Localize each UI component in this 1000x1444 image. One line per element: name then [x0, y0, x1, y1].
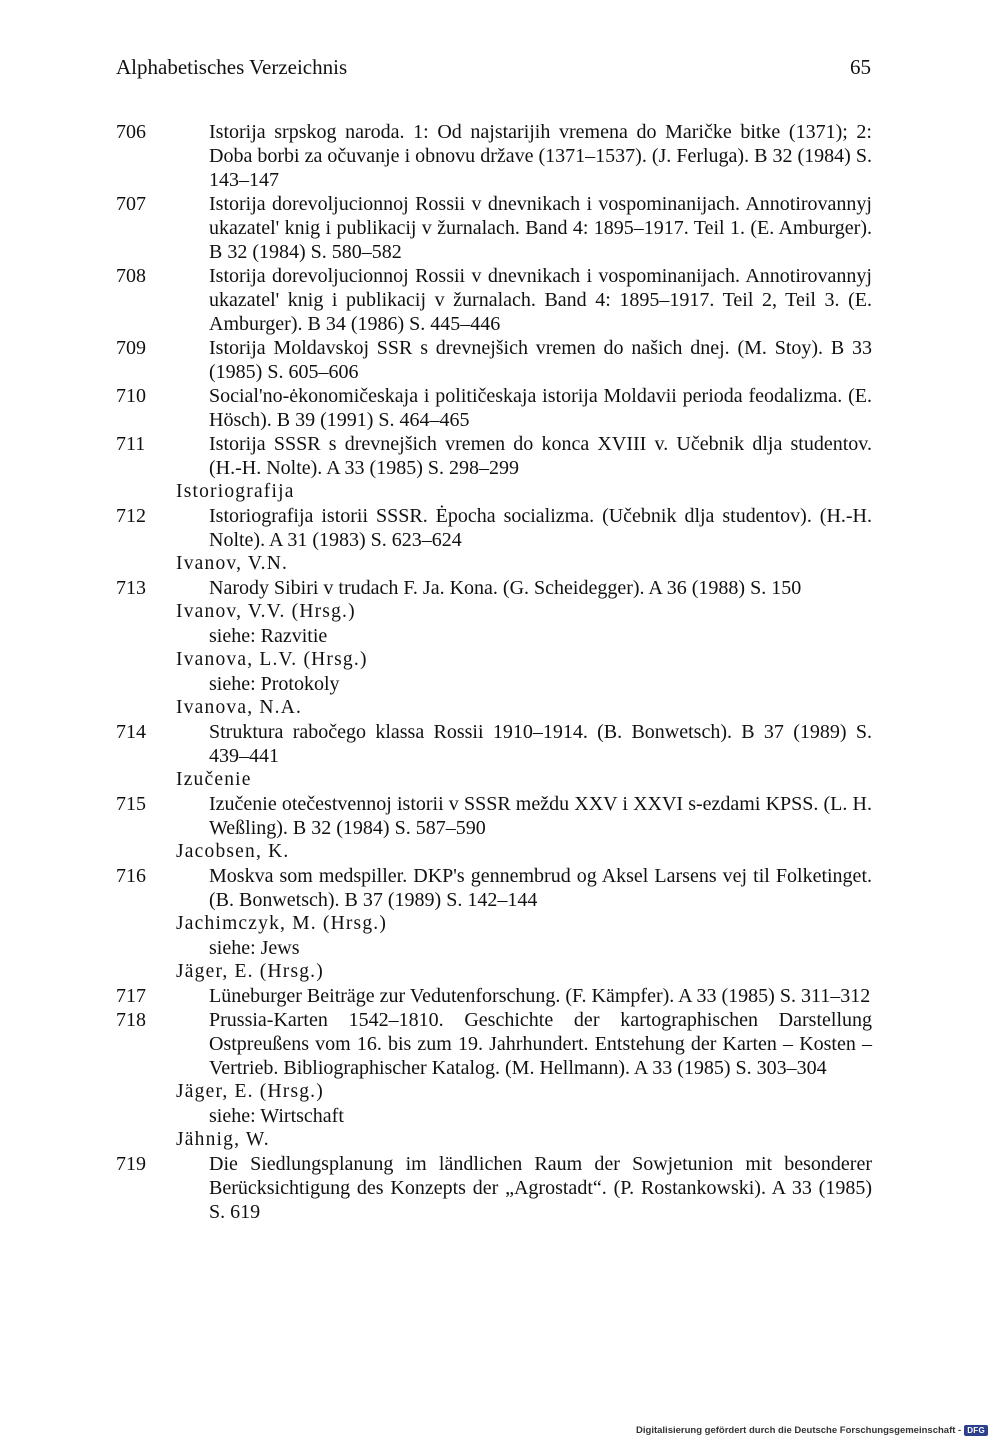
entry-number: 718: [116, 1009, 146, 1031]
entry-text: Social'no-ėkonomičeskaja i političeskaja istorija Moldavii perioda feodalizma. (E. Hösch). B 39 (1991) S. 464–465: [209, 385, 872, 431]
cross-reference: siehe: Jews: [209, 937, 300, 959]
entry-text: Die Siedlungsplanung im ländlichen Raum der Sowjetunion mit besonderer Berücksichtigung des Konzepts der „Agrostadt“. (P. Rostankowski). A 33 (1985) S. 619: [209, 1153, 872, 1223]
entry-712: [116, 504, 872, 552]
entry-719: [116, 1152, 872, 1224]
entry-711: [116, 432, 872, 480]
author-heading: Ivanov, V.V. (Hrsg.): [176, 601, 356, 622]
entry-717: [116, 984, 872, 1008]
bibliography-list: [116, 120, 872, 1224]
author-heading: Ivanova, N.A.: [176, 697, 303, 718]
entry-number: 719: [116, 1153, 146, 1175]
author-heading: Jachimczyk, M. (Hrsg.): [176, 913, 388, 934]
entry-number: 708: [116, 265, 146, 287]
cross-reference: siehe: Wirtschaft: [209, 1105, 344, 1127]
entry-718: [116, 1008, 872, 1080]
author-heading: Ivanov, V.N.: [176, 553, 289, 574]
entry-number: 713: [116, 577, 146, 599]
entry-text: Lüneburger Beiträge zur Vedutenforschung. (F. Kämpfer). A 33 (1985) S. 311–312: [209, 985, 871, 1007]
page-number: 65: [850, 55, 871, 79]
entry-number: 714: [116, 721, 146, 743]
footer-text: Digitalisierung gefördert durch die Deutsche Forschungsgemeinschaft -: [636, 1425, 962, 1436]
entry-text: Istorija Moldavskoj SSR s drevnejšich vremen do našich dnej. (M. Stoy). B 33 (1985) S. 605–606: [209, 337, 872, 383]
entry-707: [116, 192, 872, 264]
entry-number: 706: [116, 121, 146, 143]
entry-text: Istorija srpskog naroda. 1: Od najstarijih vremena do Maričke bitke (1371); 2: Doba borbi za očuvanje i obnovu države (1371–1537). (J. Ferluga). B 32 (1984) S. 143–147: [209, 121, 872, 191]
entry-number: 710: [116, 385, 146, 407]
entry-number: 711: [116, 433, 146, 455]
author-heading: Jäger, E. (Hrsg.): [176, 1081, 324, 1102]
entry-number: 712: [116, 505, 146, 527]
author-heading: Izučenie: [176, 769, 252, 790]
entry-text: Istoriografija istorii SSSR. Ėpocha socializma. (Učebnik dlja studentov). (H.-H. Nolte). A 31 (1983) S. 623–624: [209, 505, 872, 551]
entry-706: [116, 120, 872, 192]
entry-text: Moskva som medspiller. DKP's gennembrud og Aksel Larsens vej til Folketinget. (B. Bonwetsch). B 37 (1989) S. 142–144: [209, 865, 872, 911]
entry-text: Narody Sibiri v trudach F. Ja. Kona. (G. Scheidegger). A 36 (1988) S. 150: [209, 577, 802, 599]
entry-text: Istorija SSSR s drevnejšich vremen do konca XVIII v. Učebnik dlja studentov. (H.-H. Nolte). A 33 (1985) S. 298–299: [209, 433, 872, 479]
author-heading: Istoriografija: [176, 481, 295, 502]
entry-text: Struktura rabočego klassa Rossii 1910–1914. (B. Bonwetsch). B 37 (1989) S. 439–441: [209, 721, 872, 767]
page-header: [116, 52, 871, 82]
entry-text: Istorija dorevoljucionnoj Rossii v dnevnikach i vospominanijach. Annotirovannyj ukazatel' knig i publikacij v žurnalach. Band 4: 1895–1917. Teil 2, Teil 3. (E. Amburger). B 34 (1986) S. 445–446: [209, 265, 872, 335]
entry-708: [116, 264, 872, 336]
entry-714: [116, 720, 872, 768]
entry-715: [116, 792, 872, 840]
entry-text: Prussia-Karten 1542–1810. Geschichte der kartographischen Darstellung Ostpreußens vom 16. bis zum 19. Jahrhundert. Entstehung der Karten – Kosten – Vertrieb. Bibliographischer Katalog. (M. Hellmann). A 33 (1985) S. 303–304: [209, 1009, 872, 1079]
entry-709: [116, 336, 872, 384]
entry-number: 709: [116, 337, 146, 359]
entry-number: 707: [116, 193, 146, 215]
entry-number: 717: [116, 985, 146, 1007]
entry-716: [116, 864, 872, 912]
cross-reference: siehe: Razvitie: [209, 625, 328, 647]
entry-number: 715: [116, 793, 146, 815]
cross-reference: siehe: Protokoly: [209, 673, 340, 695]
entry-713: [116, 576, 872, 600]
dfg-logo-icon: DFG: [964, 1425, 988, 1436]
author-heading: Jähnig, W.: [176, 1129, 270, 1150]
entry-text: Istorija dorevoljucionnoj Rossii v dnevnikach i vospominanijach. Annotirovannyj ukazatel' knig i publikacij v žurnalach. Band 4: 1895–1917. Teil 1. (E. Amburger). B 32 (1984) S. 580–582: [209, 193, 872, 263]
entry-number: 716: [116, 865, 146, 887]
author-heading: Jäger, E. (Hrsg.): [176, 961, 324, 982]
digitization-footer: [636, 1425, 988, 1436]
author-heading: Jacobsen, K.: [176, 841, 290, 862]
entry-710: [116, 384, 872, 432]
running-title: Alphabetisches Verzeichnis: [116, 55, 348, 79]
author-heading: Ivanova, L.V. (Hrsg.): [176, 649, 368, 670]
entry-text: Izučenie otečestvennoj istorii v SSSR meždu XXV i XXVI s-ezdami KPSS. (L. H. Weßling). B 32 (1984) S. 587–590: [209, 793, 872, 839]
